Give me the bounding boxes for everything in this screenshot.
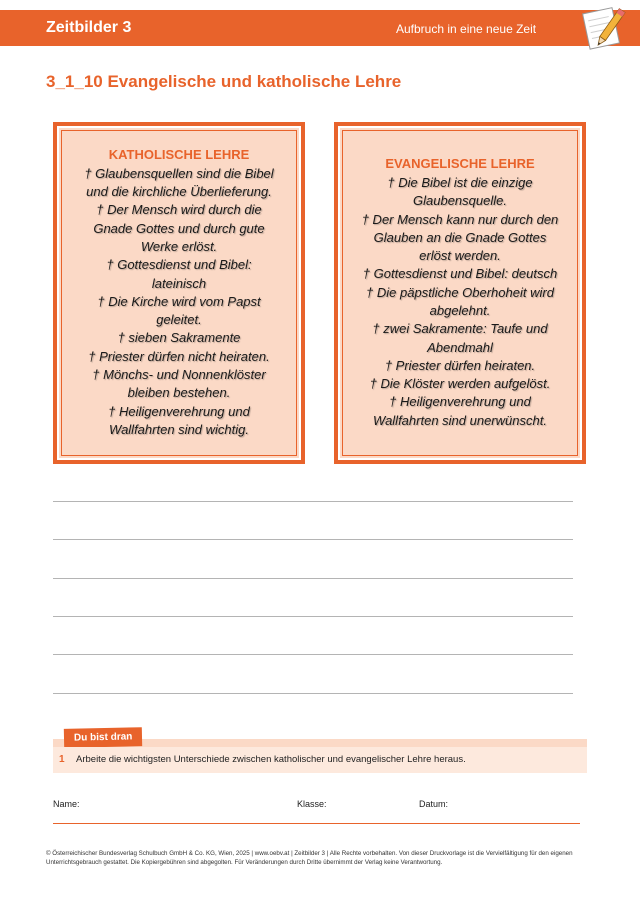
card-line: † Priester dürfen heiraten. — [384, 357, 536, 373]
card-line: geleitet. — [156, 312, 202, 328]
card-line: Wallfahrten sind unerwünscht. — [373, 412, 547, 428]
card-line: † Der Mensch wird durch die — [96, 202, 262, 218]
page-title: 3_1_10 Evangelische und katholische Lehre — [46, 72, 402, 91]
form-underline[interactable] — [53, 823, 580, 824]
card-line: † Heiligenverehrung und — [108, 403, 250, 419]
task-instruction: Arbeite die wichtigsten Unterschiede zwischen katholischer und evangelischer Lehre heraus. — [76, 754, 466, 765]
footer-line: © Österreichischer Bundesverlag Schulbuch GmbH & Co. KG, Wien, 2025 | www.oebv.at | Zeitbilder 3 | Alle Rechte vorbehalten. Von dieser Druckvorlage ist die Vervielfältigung für den eigenen — [46, 850, 573, 857]
card-line: † Die Klöster werden aufgelöst. — [369, 376, 551, 392]
card-line: lateinisch — [151, 275, 207, 291]
date-field-label: Datum: — [419, 799, 449, 809]
card-line: Wallfahrten sind wichtig. — [109, 421, 249, 437]
task-section-label: Du bist dran — [64, 727, 143, 748]
card-line: † Heiligenverehrung und — [389, 394, 531, 410]
card-line: Glaubensquelle. — [413, 193, 507, 209]
card-heading: EVANGELISCHE LEHRE — [385, 155, 535, 171]
writing-line[interactable] — [53, 539, 573, 540]
header-bar — [0, 10, 640, 46]
writing-line[interactable] — [53, 693, 573, 694]
card-heading: KATHOLISCHE LEHRE — [108, 146, 250, 162]
writing-line[interactable] — [53, 654, 573, 655]
protestant-doctrine-card — [334, 122, 586, 464]
copyright-footer — [46, 850, 606, 867]
card-line: † Gottesdienst und Bibel: deutsch — [362, 266, 558, 282]
card-line: † Die päpstliche Oberhoheit wird — [366, 284, 554, 300]
card-line: abgelehnt. — [429, 303, 491, 318]
task-number: 1 — [59, 754, 65, 765]
writing-line[interactable] — [53, 578, 573, 579]
card-line: bleiben bestehen. — [127, 385, 231, 401]
series-brand: Zeitbilder 3 — [46, 19, 132, 36]
card-line: Werke erlöst. — [140, 238, 218, 254]
name-field-label: Name: — [53, 799, 80, 809]
card-line: † Der Mensch kann nur durch den — [361, 211, 559, 227]
card-line: † sieben Sakramente — [117, 330, 241, 346]
card-line: erlöst werden. — [419, 248, 501, 264]
card-line: † zwei Sakramente: Taufe und — [372, 321, 548, 337]
catholic-doctrine-card — [53, 122, 305, 464]
card-line: † Mönchs- und Nonnenklöster — [92, 367, 266, 383]
card-line: Abendmahl — [427, 339, 493, 355]
writing-line[interactable] — [53, 616, 573, 617]
card-line: Glauben an die Gnade Gottes — [373, 229, 547, 245]
task-row — [53, 747, 587, 773]
notepad-pencil-icon — [578, 2, 628, 54]
writing-line[interactable] — [53, 501, 573, 502]
card-line: und die kirchliche Überlieferung. — [86, 184, 272, 200]
card-line: † Die Bibel ist die einzige — [387, 174, 533, 190]
class-field-label: Klasse: — [297, 799, 327, 809]
card-line: † Gottesdienst und Bibel: — [106, 257, 252, 273]
footer-line: Unterrichtsgebrauch gestattet. Die Kopiergebühren sind abgegolten. Für Veränderungen durch Dritte übernimmt der Verlag keine Verantwortung. — [46, 858, 443, 866]
chapter-title: Aufbruch in eine neue Zeit — [396, 22, 537, 36]
card-line: † Priester dürfen nicht heiraten. — [88, 348, 270, 364]
card-line: Gnade Gottes und durch gute — [93, 220, 265, 236]
card-line: † Glaubensquellen sind die Bibel — [84, 165, 274, 181]
card-line: † Die Kirche wird vom Papst — [97, 293, 261, 309]
